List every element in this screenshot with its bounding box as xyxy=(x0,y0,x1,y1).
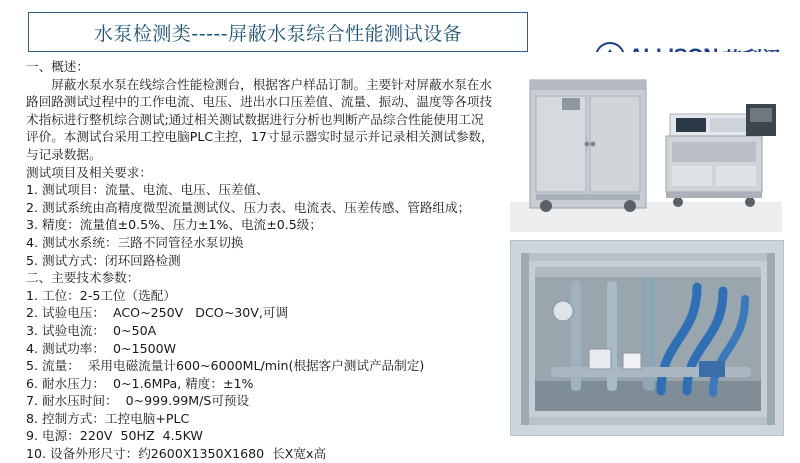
content-body xyxy=(26,58,496,463)
spec-item: 9. 电源：220V 50HZ 4.5KW xyxy=(26,428,203,444)
overview-paragraph: 屏蔽水泵水泵在线综合性能检测台，根据客户样品订制。主要针对屏蔽水泵在水路回路测试过程中的工作电流、电压、进出水口压差值、流量、振动、温度等各项技术指标进行整机综合测试;通过相关测试数据进行分析也判断产品综合性能使用工况评价。本测试台采用工控电脑PLC主控，17寸显示器实时显示并记录相关测试参数，与记录数据。 xyxy=(26,76,494,162)
test-item: 2. 测试系统由高精度微型流量测试仪、压力表、电流表、压差传感、管路组成； xyxy=(26,199,471,215)
spec-item: 2. 试验电压： ACO~250V DCO~30V,可调 xyxy=(26,305,289,321)
spec-item: 5. 流量： 采用电磁流量计600~6000ML/min(根据客户测试产品制定) xyxy=(26,358,425,374)
machine-photo xyxy=(510,52,782,232)
test-item: 5. 测试方式：闭环回路检测 xyxy=(26,252,181,268)
test-item: 3. 精度：流量值±0.5%、压力±1%、电流±0.5级； xyxy=(26,217,322,233)
page-title xyxy=(28,12,528,52)
test-items-heading: 测试项目及相关要求： xyxy=(26,164,152,180)
spec-item: 4. 测试功率： 0~1500W xyxy=(26,340,177,356)
machine-photo-illustration xyxy=(510,52,782,232)
page-title-text: 水泵检测类-----屏蔽水泵综合性能测试设备 xyxy=(93,22,463,45)
test-item: 1. 测试项目：流量、电流、电压、压差值、 xyxy=(26,182,269,198)
spec-item: 3. 试验电流： 0~50A xyxy=(26,322,157,338)
spec-item: 6. 耐水压力： 0~1.6MPa, 精度：±1% xyxy=(26,375,254,391)
overview-heading: 一、概述： xyxy=(26,59,89,74)
spec-item: 7. 耐水压时间： 0~999.99M/S可预设 xyxy=(26,393,250,409)
specs-heading: 二、主要技术参数： xyxy=(26,270,140,286)
spec-item: 8. 控制方式：工控电脑+PLC xyxy=(26,410,190,426)
spec-item: 1. 工位：2-5工位（选配） xyxy=(26,287,176,303)
test-item: 4. 测试水系统：三路不同管径水泵切换 xyxy=(26,234,244,250)
interior-photo xyxy=(510,240,784,436)
spec-item: 10. 设备外形尺寸：约2600X1350X1680 长X宽x高 xyxy=(26,446,327,462)
interior-photo-illustration xyxy=(511,241,784,436)
